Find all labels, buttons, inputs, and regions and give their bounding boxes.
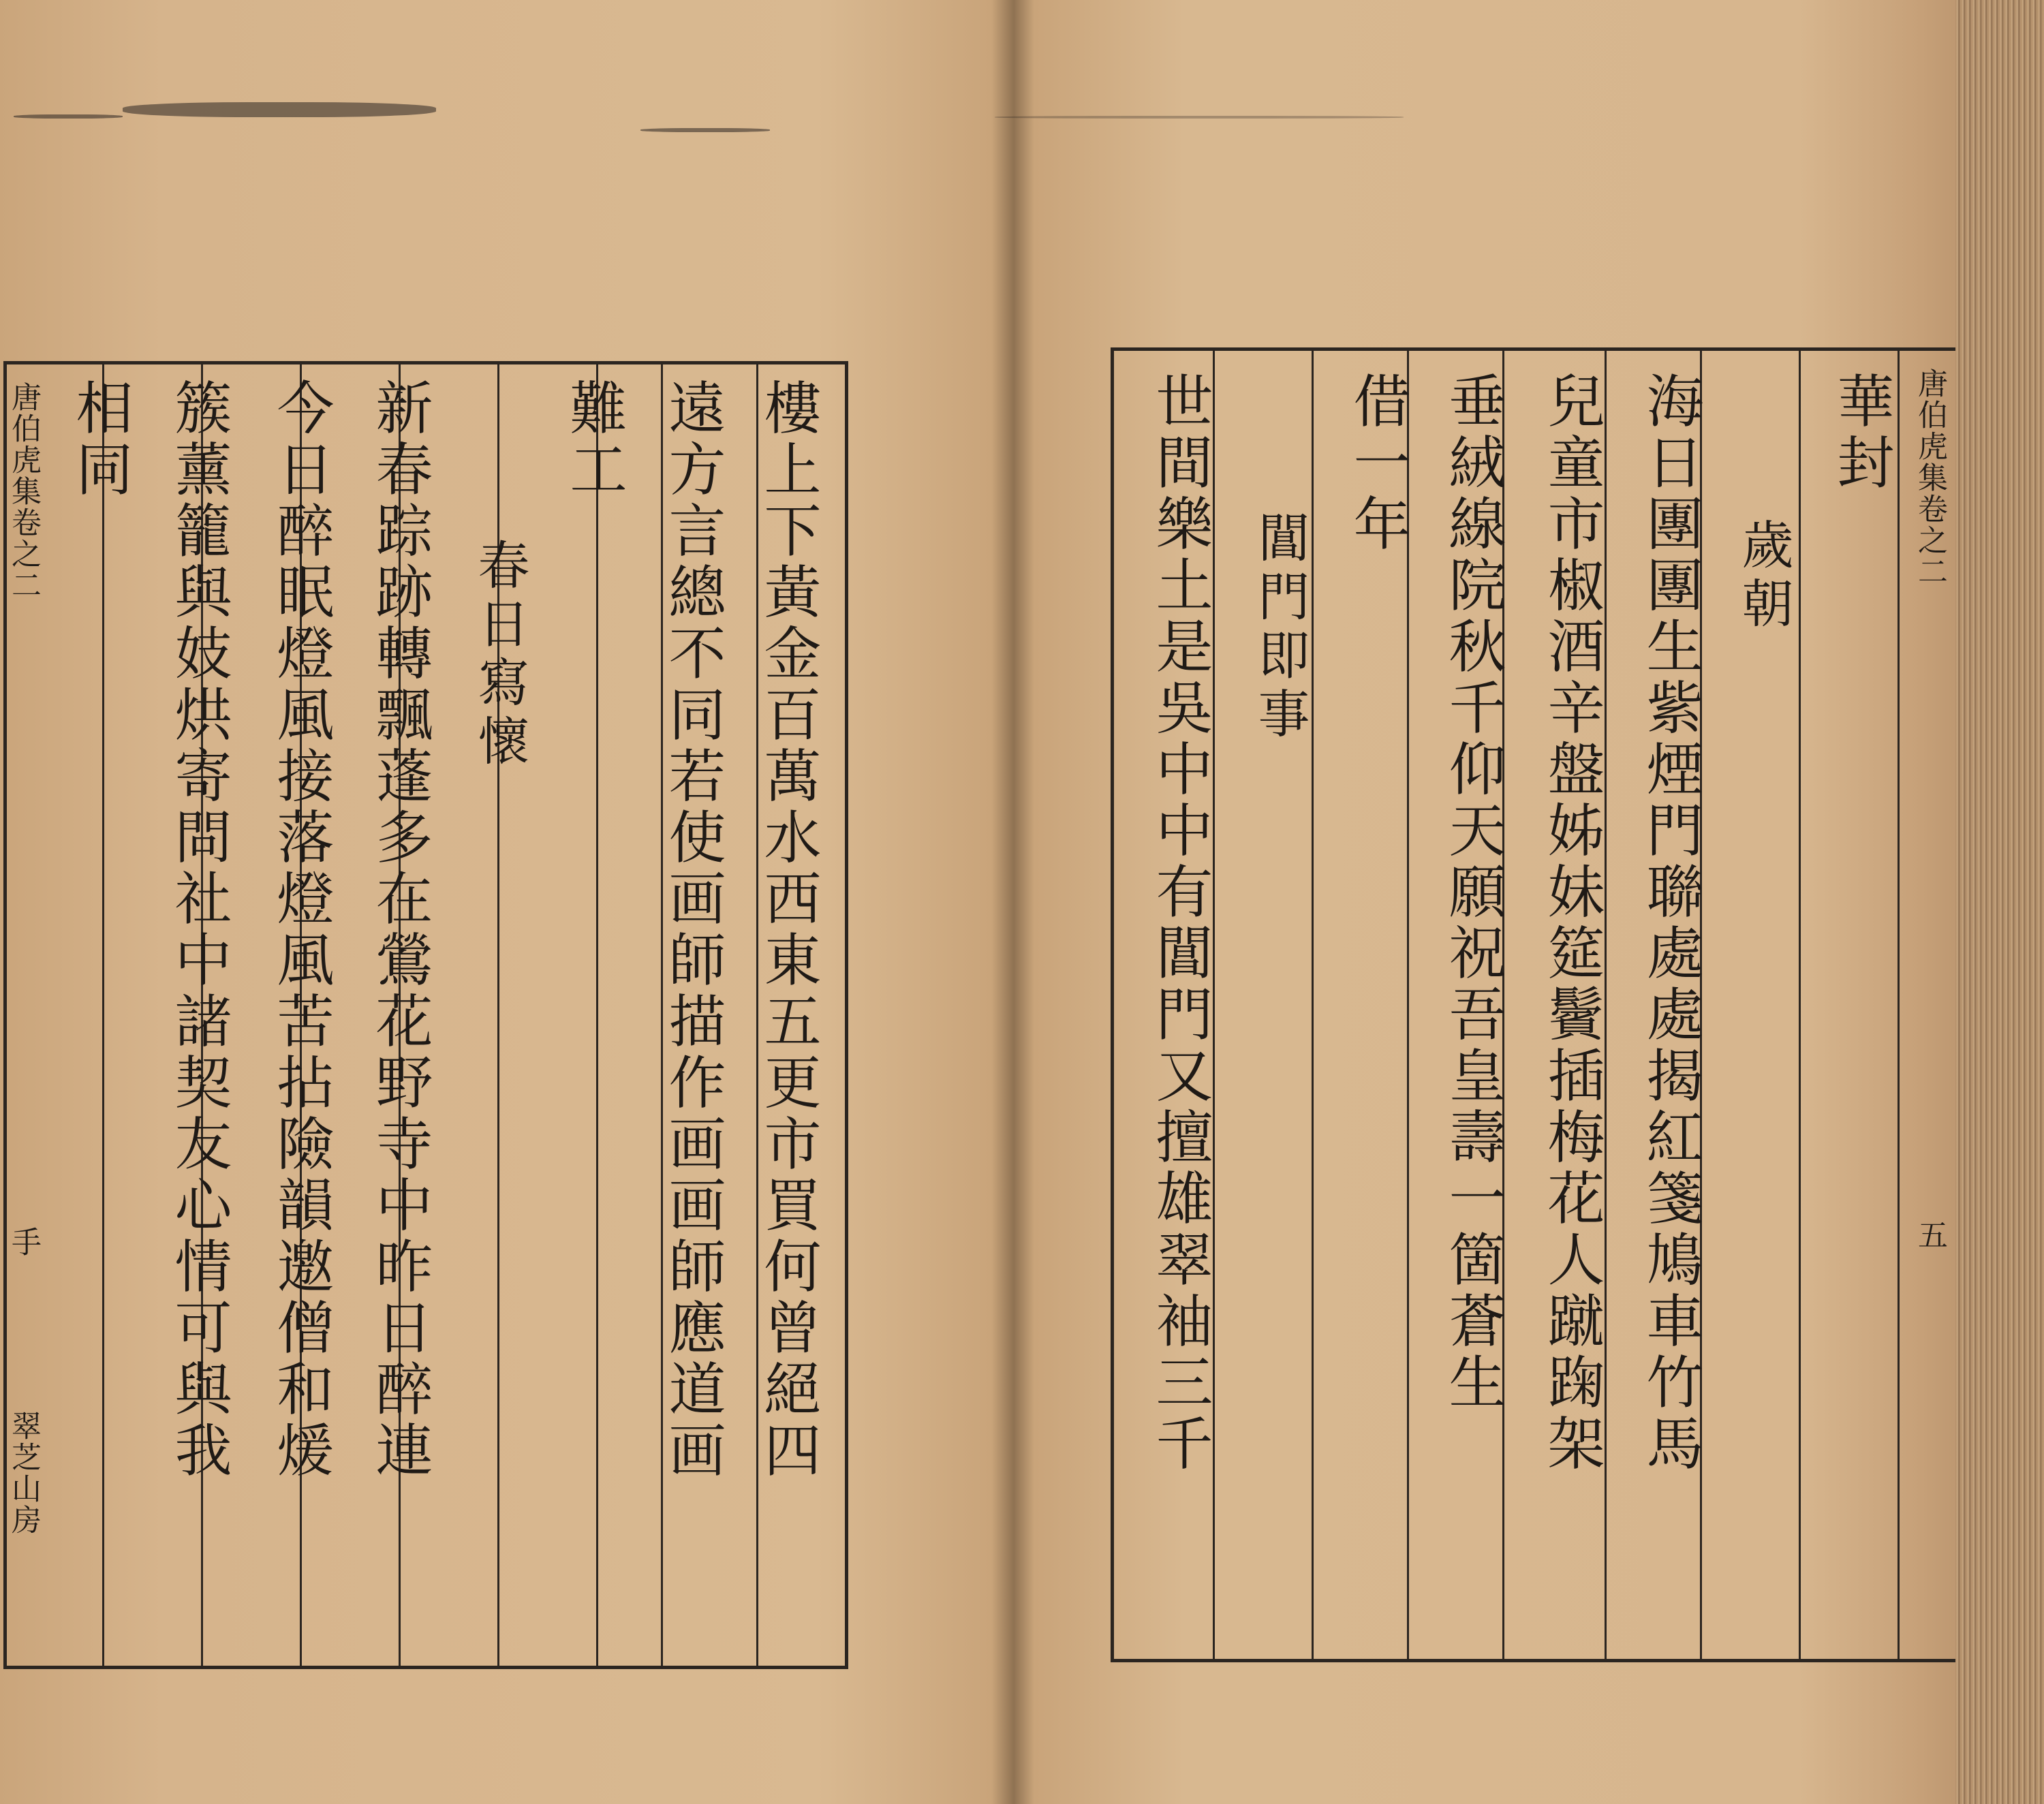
- right-poem-title: 閶門即事: [1250, 511, 1310, 745]
- left-text-column: 新春踪跡轉飄蓬多在鶯花野寺中昨日醉連: [367, 378, 433, 1482]
- left-text-column: 難工: [561, 378, 628, 501]
- left-text-column: 遠方言總不同若使画師描作画画師應道画: [660, 378, 726, 1482]
- column-rule: [102, 364, 104, 1666]
- right-text-column: 海日團團生紫煙門聯處處揭紅箋鳩車竹馬: [1637, 371, 1704, 1475]
- column-rule: [1898, 351, 1900, 1659]
- ink-smudge: [123, 102, 436, 117]
- ink-smudge: [640, 128, 770, 132]
- left-poem-title: 春日寫懷: [469, 538, 530, 773]
- left-page: [0, 0, 981, 1804]
- column-rule: [1799, 351, 1801, 1659]
- left-margin-folio-mark: 手: [6, 1226, 41, 1258]
- book-page-edges: [1955, 0, 2044, 1804]
- column-rule: [1312, 351, 1314, 1659]
- left-text-column: 樓上下黃金百萬水西東五更市買何曾絕四: [755, 378, 822, 1482]
- right-text-column: 兒童市椒酒辛盤姊妹筵鬢插梅花人蹴踘架: [1538, 371, 1605, 1475]
- ink-smudge: [14, 114, 123, 119]
- right-text-column: 借一年: [1344, 371, 1411, 555]
- column-rule: [596, 364, 598, 1666]
- ink-smudge: [995, 116, 1404, 119]
- right-margin-title: 唐伯虎集卷之二: [1913, 368, 1947, 587]
- left-text-column: 簇薰籠與妓烘寄問社中諸契友心情可與我: [166, 378, 232, 1482]
- right-margin-folio-mark: 五: [1913, 1219, 1947, 1251]
- left-text-column: 相同: [67, 378, 134, 501]
- left-margin-title: 唐伯虎集卷之二: [6, 382, 41, 601]
- right-text-column: 華封: [1828, 371, 1895, 494]
- right-text-column: 世間樂土是吳中中有閶門又擅雄翠袖三千: [1147, 371, 1213, 1475]
- right-text-column: 垂絨線院秋千仰天願祝吾皇壽一箇蒼生: [1440, 371, 1506, 1414]
- right-poem-title: 歲朝: [1733, 518, 1794, 635]
- right-page: [988, 0, 1955, 1804]
- left-text-column: 今日醉眠燈風接落燈風苦拈險韻邀僧和煖: [268, 378, 335, 1482]
- left-margin-publisher: 翠芝山房: [6, 1410, 41, 1536]
